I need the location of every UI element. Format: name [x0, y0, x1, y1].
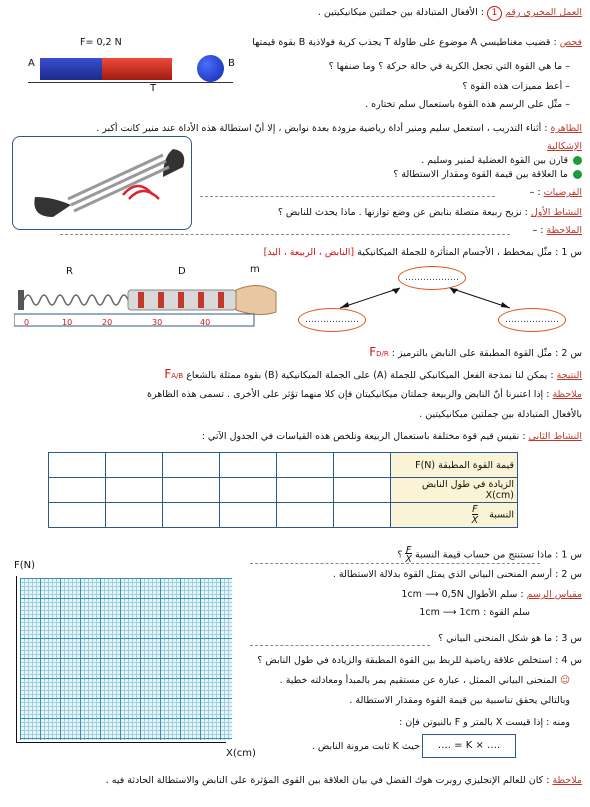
s1-text: : مثّل بمخطط ، الأجسام المتأثرة للجملة الميكانيكية	[357, 247, 559, 258]
bullet-icon	[573, 170, 582, 179]
problem-q2: ما العلاقة بين قيمة القوة ومقدار الاستطالة ؟	[393, 169, 568, 180]
note1-text-1: : إذا اعتبرنا أنّ النابض والربيعة جملتان ميكانيكيتان فإن كلا منهما تؤثر على الأخرى . تسمى هذه الظاهرة	[147, 389, 550, 400]
activity2-text: : نقيس قيم قوة مختلفة باستعمال الربيعة ونلخص هذه القياسات في الجدول الآتي :	[201, 431, 526, 442]
q-s1-text: : ماذا تستنتج من حساب قيمة النسبة	[414, 549, 559, 561]
observation-label: الملاحظة	[546, 225, 582, 236]
interaction-arrows	[330, 284, 530, 314]
magnet-north	[40, 58, 102, 80]
scale-line2	[250, 606, 530, 619]
row-header-extension: الزيادة في طول النابض X(cm)	[391, 478, 518, 503]
note2-line	[8, 774, 582, 787]
table-cell[interactable]	[277, 478, 334, 503]
spring-dynamometer-drawing	[14, 262, 286, 334]
table-cell[interactable]	[334, 478, 391, 503]
table-row	[49, 478, 518, 503]
problem-q1-line	[200, 154, 582, 167]
answer-line	[250, 563, 540, 564]
scale-line1	[250, 588, 582, 601]
scale-force-right: 1cm	[419, 607, 440, 618]
formula-box[interactable]: …. = K × ….	[422, 734, 516, 758]
graph-xlabel: X(cm)	[226, 748, 256, 759]
problem-line	[200, 140, 582, 153]
q-s1-tail: ؟	[397, 549, 403, 561]
scale-arrow: ⟶	[442, 607, 457, 618]
measurement-table	[48, 452, 518, 528]
answer-line	[200, 196, 495, 197]
s1-bracket: [النابض ، الربيعة ، اليد]	[263, 247, 355, 258]
table-line	[28, 82, 233, 83]
problem-q2-line	[200, 168, 582, 181]
ellipse-top: ………………	[398, 266, 466, 290]
ruler-tick-20: 20	[102, 318, 113, 327]
note1-line1	[8, 388, 582, 401]
table-cell[interactable]	[163, 478, 220, 503]
table-cell[interactable]	[220, 503, 277, 528]
s2-symbol-sub: D/R	[376, 350, 389, 358]
table-cell[interactable]	[106, 503, 163, 528]
scale-force-left: 1cm	[459, 607, 481, 618]
answer-line4: حيث K ثابت مرونة النابض .	[311, 741, 420, 752]
scale-length-right: 1cm	[401, 589, 422, 600]
table-row	[49, 503, 518, 528]
ruler-tick-30: 30	[152, 318, 163, 327]
exerciser-image	[12, 136, 192, 230]
ratio-label: النسبة	[489, 509, 514, 521]
note1-line2: بالأفعال المتبادلة بين جملتين ميكانيكيتين .	[419, 409, 582, 420]
force-value: F= 0,2 N	[80, 37, 122, 48]
lab-subject: : الأفعال المتبادلة بين جملتين ميكانيكيتين .	[317, 7, 484, 18]
scale-arrow: ⟶	[424, 589, 439, 600]
ruler-tick-10: 10	[62, 318, 73, 327]
magnet-figure	[28, 52, 248, 97]
bullet-icon	[573, 156, 582, 165]
table-cell[interactable]	[334, 453, 391, 478]
spring-figure	[14, 262, 286, 334]
graph-paper[interactable]	[20, 578, 232, 740]
problem-label: الإشكالية	[546, 141, 582, 152]
answer-line2: وبالتالي يحقق تناسبية بين قيمة القوة ومقدار الاستطالة .	[349, 695, 570, 706]
s2-line	[8, 346, 582, 361]
ellipse-left: ………………	[298, 308, 366, 332]
note1-label: ملاحظة	[552, 389, 582, 400]
result-label: النتيجة	[556, 370, 582, 381]
intro-q3: – مثّل على الرسم هذه القوة باستعمال سلم تختاره .	[365, 99, 570, 110]
table-cell[interactable]	[277, 503, 334, 528]
answer-line1	[240, 674, 570, 687]
answer-line3: ومنه : إذا قيست X بالمتر و F بالنيوتن فإن :	[399, 717, 570, 728]
graph-y-axis	[16, 576, 17, 742]
steel-ball	[197, 55, 224, 82]
graph-x-axis	[16, 742, 226, 743]
mass-label-m: m	[250, 264, 260, 275]
table-cell[interactable]	[49, 503, 106, 528]
activity2-label: النشاط الثاني	[528, 431, 582, 442]
result-text: : يمكن لنا نمذجة الفعل الميكانيكي للجملة (A) على الجملة الميكانيكية (B) بقوة ممثلة بالشعاع	[186, 370, 554, 381]
row-header-force: قيمة القوة المطبقة F(N)	[391, 453, 518, 478]
result-line	[8, 368, 582, 383]
s1-line	[8, 246, 582, 259]
q-s1-fraction: F X	[405, 546, 412, 564]
phenomenon-line	[8, 122, 582, 135]
intro-text: : قضيب مغناطيسي A موضوع على طاولة T يجذب كرية فولاذية B بقوة قيمتها	[252, 37, 557, 48]
note2-text: : كان للعالم الإنجليزي روبرت هوك الفضل في بيان العلاقة بين القوى المؤثرة على النابض والاستطالة الحادثة فيه .	[105, 775, 550, 786]
q-s4-text: : استخلص علاقة رياضية للربط بين القوة المطبقة والزيادة في طول النابض ؟	[257, 655, 559, 666]
s2-prefix: س 2	[561, 348, 582, 359]
answer-line	[60, 234, 510, 235]
scale-length-text: : سلم الأطوال	[466, 589, 524, 600]
magnet-label-A: A	[28, 58, 35, 69]
scale-length-left: 0,5N	[441, 589, 464, 600]
phenomenon-text: : أثناء التدريب ، استعمل سليم ومنير أداة رياضية مزودة بعدة نوابض ، إلا أنّ استطالة هذه الأداة عند منير كانت أكبر .	[96, 123, 548, 134]
table-label-T: T	[150, 83, 157, 94]
table-cell[interactable]	[163, 503, 220, 528]
smiley-icon: ☺	[560, 675, 570, 686]
q-s3-prefix: س 3	[561, 633, 582, 644]
q-s4-prefix: س 4	[561, 655, 582, 666]
q-s1-prefix: س 1	[561, 549, 582, 561]
graph-ylabel: F(N)	[14, 560, 36, 571]
scale-label: مقياس الرسم	[526, 589, 582, 600]
s2-text: : مثّل القوة المطبقة على النابض بالترميز :	[391, 348, 559, 359]
page-title: العمل المخبري رقم	[505, 7, 582, 18]
answer-line	[250, 645, 430, 646]
row-header-ratio	[391, 503, 518, 528]
ball-label-B: B	[228, 58, 235, 69]
table-cell[interactable]	[220, 478, 277, 503]
dynamometer-label-D: D	[178, 266, 186, 277]
result-symbol: F	[164, 368, 172, 381]
activity1-text: : نزيح ربيعة متصلة بنابض عن وضع توازنها . ماذا يحدث للنابض ؟	[277, 207, 528, 218]
scale-force-text: سلم القوة :	[483, 607, 530, 618]
q-s1-line	[250, 546, 582, 564]
s1-prefix: س 1	[561, 247, 582, 258]
q-s4-line	[240, 654, 582, 667]
magnet-south	[102, 58, 172, 80]
table-cell[interactable]	[49, 478, 106, 503]
q-s2-prefix: س 2	[561, 569, 582, 580]
ruler-tick-40: 40	[200, 318, 211, 327]
table-cell[interactable]	[334, 503, 391, 528]
header-line	[8, 6, 582, 21]
table-cell[interactable]	[106, 478, 163, 503]
chest-expander-drawing	[13, 137, 191, 229]
q-s3-text: : ما هو شكل المنحنى البياني ؟	[438, 633, 559, 644]
intro-q1: – ما هي القوة التي تجعل الكرية في حالة حركة ؟ وما صنفها ؟	[328, 61, 570, 72]
table-cell[interactable]	[220, 453, 277, 478]
ellipse-right: ………………	[498, 308, 566, 332]
observation-line: الملاحظة : –	[532, 225, 582, 236]
answer-text-1: المنحنى البياني الممثل ، عبارة عن مستقيم يمر بالمبدأ ومعادلته خطية .	[279, 675, 558, 686]
note2-label: ملاحظة	[552, 775, 582, 786]
hypotheses-label: الفرضيات	[543, 187, 582, 198]
q-s2-text: : أرسم المنحنى البياني الذي يمثل القوة بدلالة الاستطالة .	[332, 569, 559, 580]
s2-symbol: F	[369, 346, 377, 359]
phenomenon-label: الظاهرة	[550, 123, 582, 134]
ratio-fraction: F X	[471, 504, 479, 526]
lab-number: 1	[487, 6, 502, 21]
q-s2-line	[250, 568, 582, 581]
spring-label-R: R	[66, 266, 73, 277]
intro-q2: – أعط مميزات هذه القوة ؟	[462, 81, 570, 92]
intro-label: فحص	[559, 37, 582, 48]
activity1-line	[200, 206, 582, 219]
hypotheses-line: الفرضيات : –	[529, 187, 582, 198]
table-cell[interactable]	[277, 453, 334, 478]
table-row	[49, 453, 518, 478]
problem-q1: قارن بين القوة العضلية لمنير وسليم .	[421, 155, 568, 166]
q-s3-line	[250, 632, 582, 645]
table-cell[interactable]	[163, 453, 220, 478]
activity2-line	[8, 430, 582, 443]
intro-line	[8, 36, 582, 49]
table-cell[interactable]	[49, 453, 106, 478]
activity1-label: النشاط الأول	[530, 207, 582, 218]
result-symbol-sub: A/B	[171, 372, 184, 380]
ruler-tick-0: 0	[24, 318, 30, 327]
table-cell[interactable]	[106, 453, 163, 478]
